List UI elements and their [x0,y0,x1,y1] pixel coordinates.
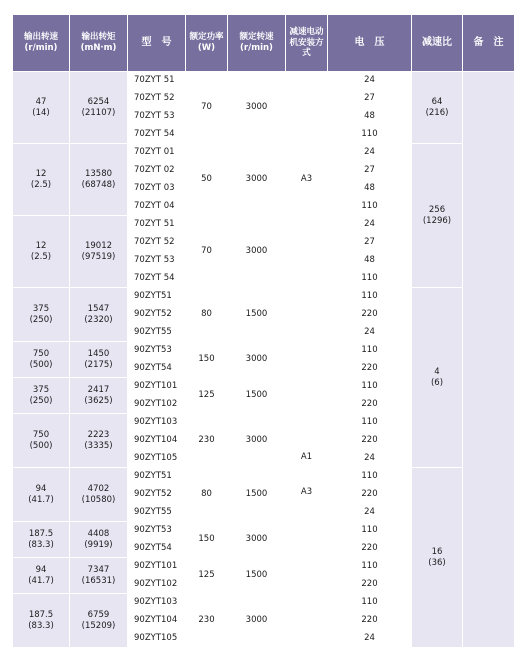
voltage-cell: 48 [328,108,412,126]
output-speed-cell [13,342,70,378]
cell-line: (15209) [81,620,116,631]
cell-line: 750 [32,348,50,359]
cell-line: (68748) [81,179,116,190]
cell-line: (36) [428,557,446,568]
output-speed-cell [13,72,70,144]
cell-line: 1547 [87,303,110,314]
cell-line: (2.5) [30,251,52,262]
cell-line: (6) [430,377,444,388]
output-torque-cell [70,216,128,288]
table-row [13,468,515,486]
cell-line: (3335) [84,440,113,451]
output-speed-cell [13,216,70,288]
cell-line: 4408 [87,528,110,539]
model-cell: 70ZYT 53 [128,252,186,270]
model-cell: 90ZYT54 [128,540,186,558]
model-cell: 90ZYT51 [128,288,186,306]
cell-line: (250) [29,314,53,325]
cell-line: 2223 [87,429,110,440]
cell-line: 6759 [87,609,110,620]
cell-line: (41.7) [28,494,54,505]
header-output-speed: 输出转速 (r/min) [13,15,70,72]
cell-line: (500) [29,359,53,370]
cell-line: 94 [35,564,47,575]
header-remarks: 备 注 [463,15,515,72]
rated-power-cell: 70 [186,216,228,288]
voltage-cell: 24 [328,144,412,162]
voltage-cell: 110 [328,594,412,612]
cell-line: (1296) [422,215,452,226]
voltage-cell: 220 [328,432,412,450]
voltage-cell: 220 [328,306,412,324]
cell-line: 12 [35,168,47,179]
voltage-cell: 110 [328,378,412,396]
voltage-cell: 24 [328,450,412,468]
voltage-cell: 220 [328,612,412,630]
model-cell: 70ZYT 51 [128,216,186,234]
voltage-cell: 27 [328,162,412,180]
model-cell: 90ZYT101 [128,378,186,396]
voltage-cell: 110 [328,342,412,360]
output-torque-cell [70,558,128,594]
model-cell: 90ZYT52 [128,306,186,324]
rated-speed-cell: 1500 [228,378,286,414]
table-row [13,144,515,162]
model-cell: 70ZYT 54 [128,270,186,288]
rated-speed-cell: 3000 [228,72,286,144]
model-cell: 90ZYT104 [128,612,186,630]
cell-line: 13580 [84,168,113,179]
cell-line: (9919) [84,539,113,550]
model-cell: 70ZYT 04 [128,198,186,216]
install-label: A3 [300,486,313,497]
output-torque-cell [70,414,128,468]
ratio-cell [412,144,463,288]
cell-line: (16531) [81,575,116,586]
rated-power-cell: 150 [186,342,228,378]
header-row [13,15,515,72]
voltage-cell: 110 [328,522,412,540]
output-speed-cell [13,144,70,216]
voltage-cell: 220 [328,396,412,414]
output-torque-cell [70,468,128,522]
rated-power-cell: 50 [186,144,228,216]
cell-line: (250) [29,395,53,406]
model-cell: 90ZYT55 [128,504,186,522]
cell-line: (216) [425,107,449,118]
voltage-cell: 110 [328,198,412,216]
voltage-cell: 220 [328,360,412,378]
model-cell: 70ZYT 54 [128,126,186,144]
model-cell: 90ZYT105 [128,450,186,468]
model-cell: 90ZYT102 [128,396,186,414]
model-cell: 90ZYT103 [128,594,186,612]
voltage-cell: 220 [328,576,412,594]
cell-line: 47 [35,96,47,107]
model-cell: 70ZYT 51 [128,72,186,90]
cell-line: (500) [29,440,53,451]
cell-line: 4702 [87,483,110,494]
rated-speed-cell: 1500 [228,468,286,522]
voltage-cell: 110 [328,288,412,306]
cell-line: (2320) [84,314,113,325]
output-torque-cell [70,378,128,414]
voltage-cell: 24 [328,216,412,234]
remarks-cell [463,72,515,648]
cell-line: 16 [431,546,443,557]
rated-speed-cell: 3000 [228,594,286,648]
voltage-cell: 24 [328,630,412,648]
header-rated-power: 额定功率 (W) [186,15,228,72]
rated-power-cell: 150 [186,522,228,558]
model-cell: 90ZYT55 [128,324,186,342]
rated-speed-cell: 3000 [228,522,286,558]
output-torque-cell [70,288,128,342]
cell-line: (83.3) [28,539,54,550]
model-cell: 70ZYT 52 [128,234,186,252]
cell-line: 256 [428,204,446,215]
cell-line: 94 [35,483,47,494]
rated-power-cell: 80 [186,288,228,342]
model-cell: 90ZYT52 [128,486,186,504]
model-cell: 90ZYT54 [128,360,186,378]
cell-line: 12 [35,240,47,251]
model-cell: 90ZYT103 [128,414,186,432]
cell-line: 750 [32,429,50,440]
ratio-cell [412,72,463,144]
cell-line: (14) [32,107,50,118]
voltage-cell: 48 [328,252,412,270]
cell-line: 187.5 [28,528,54,539]
output-speed-cell [13,468,70,522]
cell-line: (2175) [84,359,113,370]
output-torque-cell [70,144,128,216]
cell-line: 7347 [87,564,110,575]
header-rated-speed: 额定转速 (r/min) [228,15,286,72]
output-torque-cell [70,522,128,558]
cell-line: 375 [32,384,50,395]
rated-speed-cell: 1500 [228,558,286,594]
voltage-cell: 24 [328,324,412,342]
voltage-cell: 110 [328,558,412,576]
output-speed-cell [13,414,70,468]
voltage-cell: 48 [328,180,412,198]
ratio-cell [412,468,463,648]
cell-line: (10580) [81,494,116,505]
rated-power-cell: 70 [186,72,228,144]
output-speed-cell [13,522,70,558]
cell-line: 64 [431,96,443,107]
output-speed-cell [13,594,70,648]
model-cell: 90ZYT105 [128,630,186,648]
model-cell: 90ZYT102 [128,576,186,594]
output-speed-cell [13,288,70,342]
header-model: 型 号 [128,15,186,72]
cell-line: (41.7) [28,575,54,586]
ratio-cell [412,288,463,468]
rated-speed-cell: 3000 [228,342,286,378]
rated-speed-cell: 3000 [228,144,286,216]
model-cell: 90ZYT51 [128,468,186,486]
model-cell: 90ZYT104 [128,432,186,450]
install-method-cell: A3 [286,72,328,288]
model-cell: 90ZYT101 [128,558,186,576]
rated-speed-cell: 3000 [228,414,286,468]
model-cell: 70ZYT 03 [128,180,186,198]
cell-line: 6254 [87,96,110,107]
cell-line: (97519) [81,251,116,262]
table-row [13,288,515,306]
voltage-cell: 27 [328,90,412,108]
voltage-cell: 110 [328,468,412,486]
model-cell: 90ZYT53 [128,342,186,360]
cell-line: (83.3) [28,620,54,631]
output-torque-cell [70,72,128,144]
cell-line: 19012 [84,240,113,251]
cell-line: (2.5) [30,179,52,190]
model-cell: 70ZYT 02 [128,162,186,180]
rated-power-cell: 125 [186,558,228,594]
voltage-cell: 24 [328,504,412,522]
spacer [286,463,327,487]
model-cell: 70ZYT 52 [128,90,186,108]
cell-line: (21107) [81,107,116,118]
model-cell: 90ZYT53 [128,522,186,540]
table-row [13,72,515,90]
voltage-cell: 110 [328,126,412,144]
rated-power-cell: 230 [186,594,228,648]
rated-power-cell: 80 [186,468,228,522]
install-method-cell [286,288,328,648]
header-ratio: 减速比 [412,15,463,72]
rated-power-cell: 125 [186,378,228,414]
cell-line: 4 [434,366,440,377]
rated-speed-cell: 1500 [228,288,286,342]
model-cell: 70ZYT 01 [128,144,186,162]
output-speed-cell [13,558,70,594]
voltage-cell: 110 [328,414,412,432]
table-body [13,72,515,648]
voltage-cell: 27 [328,234,412,252]
cell-line: 2417 [87,384,110,395]
output-speed-cell [13,378,70,414]
motor-spec-table [12,14,515,648]
cell-line: 1450 [87,348,110,359]
cell-line: 187.5 [28,609,54,620]
voltage-cell: 110 [328,270,412,288]
cell-line: (3625) [84,395,113,406]
header-output-torque: 输出转矩 (mN·m) [70,15,128,72]
rated-speed-cell: 3000 [228,216,286,288]
header-install-method: 减速电动 机安装方式 [286,15,328,72]
voltage-cell: 220 [328,486,412,504]
cell-line: 375 [32,303,50,314]
voltage-cell: 24 [328,72,412,90]
rated-power-cell: 230 [186,414,228,468]
output-torque-cell [70,594,128,648]
voltage-cell: 220 [328,540,412,558]
header-voltage: 电 压 [328,15,412,72]
output-torque-cell [70,342,128,378]
model-cell: 70ZYT 53 [128,108,186,126]
install-label: A1 [300,452,313,462]
